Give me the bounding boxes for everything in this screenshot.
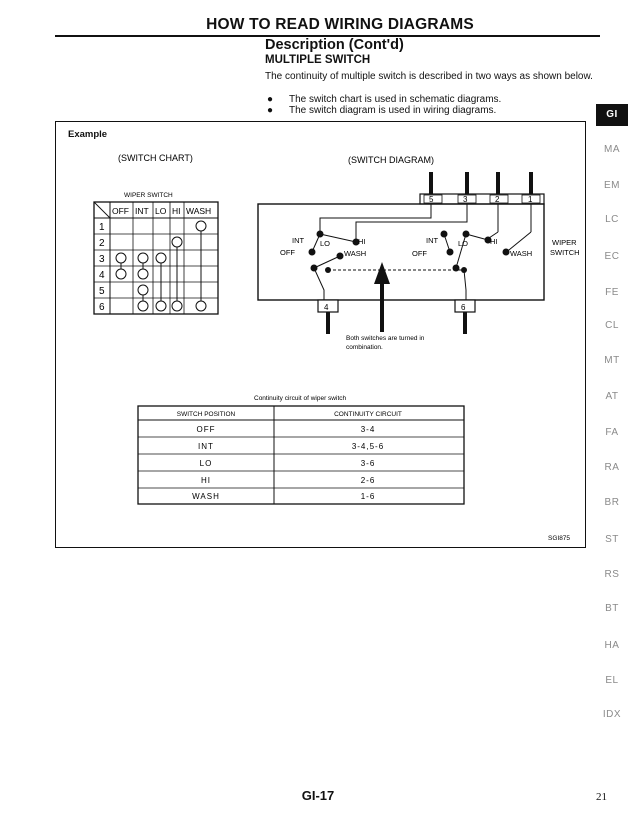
- page-header-title: HOW TO READ WIRING DIAGRAMS: [206, 16, 474, 33]
- switch-diagram: [258, 172, 580, 351]
- chart-col-off: OFF: [112, 206, 129, 216]
- section-title: Description (Cont'd): [265, 37, 404, 53]
- section-tab[interactable]: ST: [605, 534, 619, 545]
- table-header-circuit: CONTINUITY CIRCUIT: [334, 411, 402, 418]
- right-lo-label: LO: [458, 239, 469, 248]
- section-tab[interactable]: CL: [605, 320, 619, 331]
- right-int-label: INT: [426, 236, 439, 245]
- left-off-label: OFF: [280, 248, 295, 257]
- section-tab[interactable]: FE: [605, 287, 619, 298]
- top-connector-pin: 2: [495, 195, 500, 204]
- table-cell-circuit: 3-4,5-6: [351, 442, 385, 451]
- chart-col-int: INT: [135, 206, 149, 216]
- section-body: The continuity of multiple switch is described in two ways as shown below.: [265, 71, 593, 82]
- component-name-line2: SWITCH: [550, 248, 580, 257]
- section-tab[interactable]: RS: [604, 569, 620, 580]
- left-wash-label: WASH: [344, 249, 367, 258]
- bullet-marker: ●: [267, 105, 274, 116]
- continuity-table: [138, 406, 464, 504]
- section-tab[interactable]: LC: [605, 214, 619, 225]
- section-tab-active[interactable]: GI: [596, 104, 628, 126]
- section-tab[interactable]: EC: [604, 251, 620, 262]
- left-int-label: INT: [292, 236, 305, 245]
- example-label: Example: [68, 129, 108, 140]
- callout-note-line1: Both switches are turned in: [346, 335, 425, 342]
- section-tab[interactable]: RA: [604, 462, 620, 473]
- bottom-connector-left: [318, 300, 338, 312]
- section-tab[interactable]: BT: [605, 603, 619, 614]
- section-tab[interactable]: BR: [604, 497, 620, 508]
- section-tab[interactable]: EM: [604, 180, 620, 191]
- chart-row-terminal: 5: [99, 286, 105, 297]
- bullet-marker: ●: [267, 94, 274, 105]
- table-cell-circuit: 3-6: [360, 459, 376, 468]
- switch-chart-caption: (SWITCH CHART): [118, 153, 193, 163]
- callout-arrow: [374, 262, 390, 332]
- top-connector-pin: 5: [429, 195, 434, 204]
- right-wash-label: WASH: [510, 249, 533, 258]
- chart-row-terminal: 4: [99, 270, 105, 281]
- right-off-label: OFF: [412, 249, 427, 258]
- chart-row-terminal: 2: [99, 238, 105, 249]
- section-tab[interactable]: AT: [605, 391, 619, 402]
- section-tab[interactable]: EL: [605, 675, 619, 686]
- section-tab[interactable]: MA: [604, 144, 620, 155]
- page-label: GI-17: [301, 788, 335, 803]
- section-tab[interactable]: IDX: [602, 709, 622, 720]
- left-hi-label: HI: [358, 237, 366, 246]
- callout-note-line2: combination.: [346, 344, 383, 351]
- bullet-text: The switch diagram is used in wiring diagrams.: [289, 105, 497, 116]
- section-subtitle: MULTIPLE SWITCH: [265, 54, 371, 66]
- table-cell-circuit: 2-6: [360, 476, 376, 485]
- chart-switch-name: WIPER SWITCH: [124, 192, 173, 199]
- continuity-table-caption: Continuity circuit of wiper switch: [254, 395, 347, 402]
- chart-row-terminal: 6: [99, 302, 105, 313]
- chart-col-hi: HI: [172, 206, 181, 216]
- figure-code: SGI875: [548, 535, 571, 542]
- switch-diagram-caption: (SWITCH DIAGRAM): [348, 155, 434, 165]
- switch-chart: [94, 202, 218, 314]
- left-lo-label: LO: [320, 239, 331, 248]
- bottom-connector-pin: 4: [324, 303, 329, 312]
- right-hi-label: HI: [490, 237, 498, 246]
- chart-row-terminal: 1: [99, 222, 105, 233]
- component-name-line1: WIPER: [552, 238, 577, 247]
- table-cell-position: INT: [198, 442, 214, 451]
- sheet-number: 21: [596, 791, 607, 803]
- table-header-position: SWITCH POSITION: [176, 411, 236, 418]
- section-tab[interactable]: HA: [604, 640, 620, 651]
- chart-row-terminal: 3: [99, 254, 105, 265]
- example-figure: [56, 122, 584, 546]
- table-cell-circuit: 3-4: [360, 425, 376, 434]
- table-cell-circuit: 1-6: [360, 492, 376, 501]
- bullet-text: The switch chart is used in schematic diagrams.: [289, 94, 502, 105]
- section-tab[interactable]: MT: [604, 355, 620, 366]
- bottom-connector-right: [455, 300, 475, 312]
- top-connector: [420, 194, 544, 204]
- top-connector-pin: 3: [463, 195, 468, 204]
- table-cell-position: LO: [199, 459, 213, 468]
- top-connector-pin: 1: [528, 195, 533, 204]
- chart-col-wash: WASH: [186, 206, 212, 216]
- table-cell-position: WASH: [192, 492, 220, 501]
- table-cell-position: HI: [201, 476, 211, 485]
- chart-col-lo: LO: [155, 206, 167, 216]
- bottom-connector-pin: 6: [461, 303, 466, 312]
- section-tab[interactable]: FA: [605, 427, 619, 438]
- table-cell-position: OFF: [196, 425, 216, 434]
